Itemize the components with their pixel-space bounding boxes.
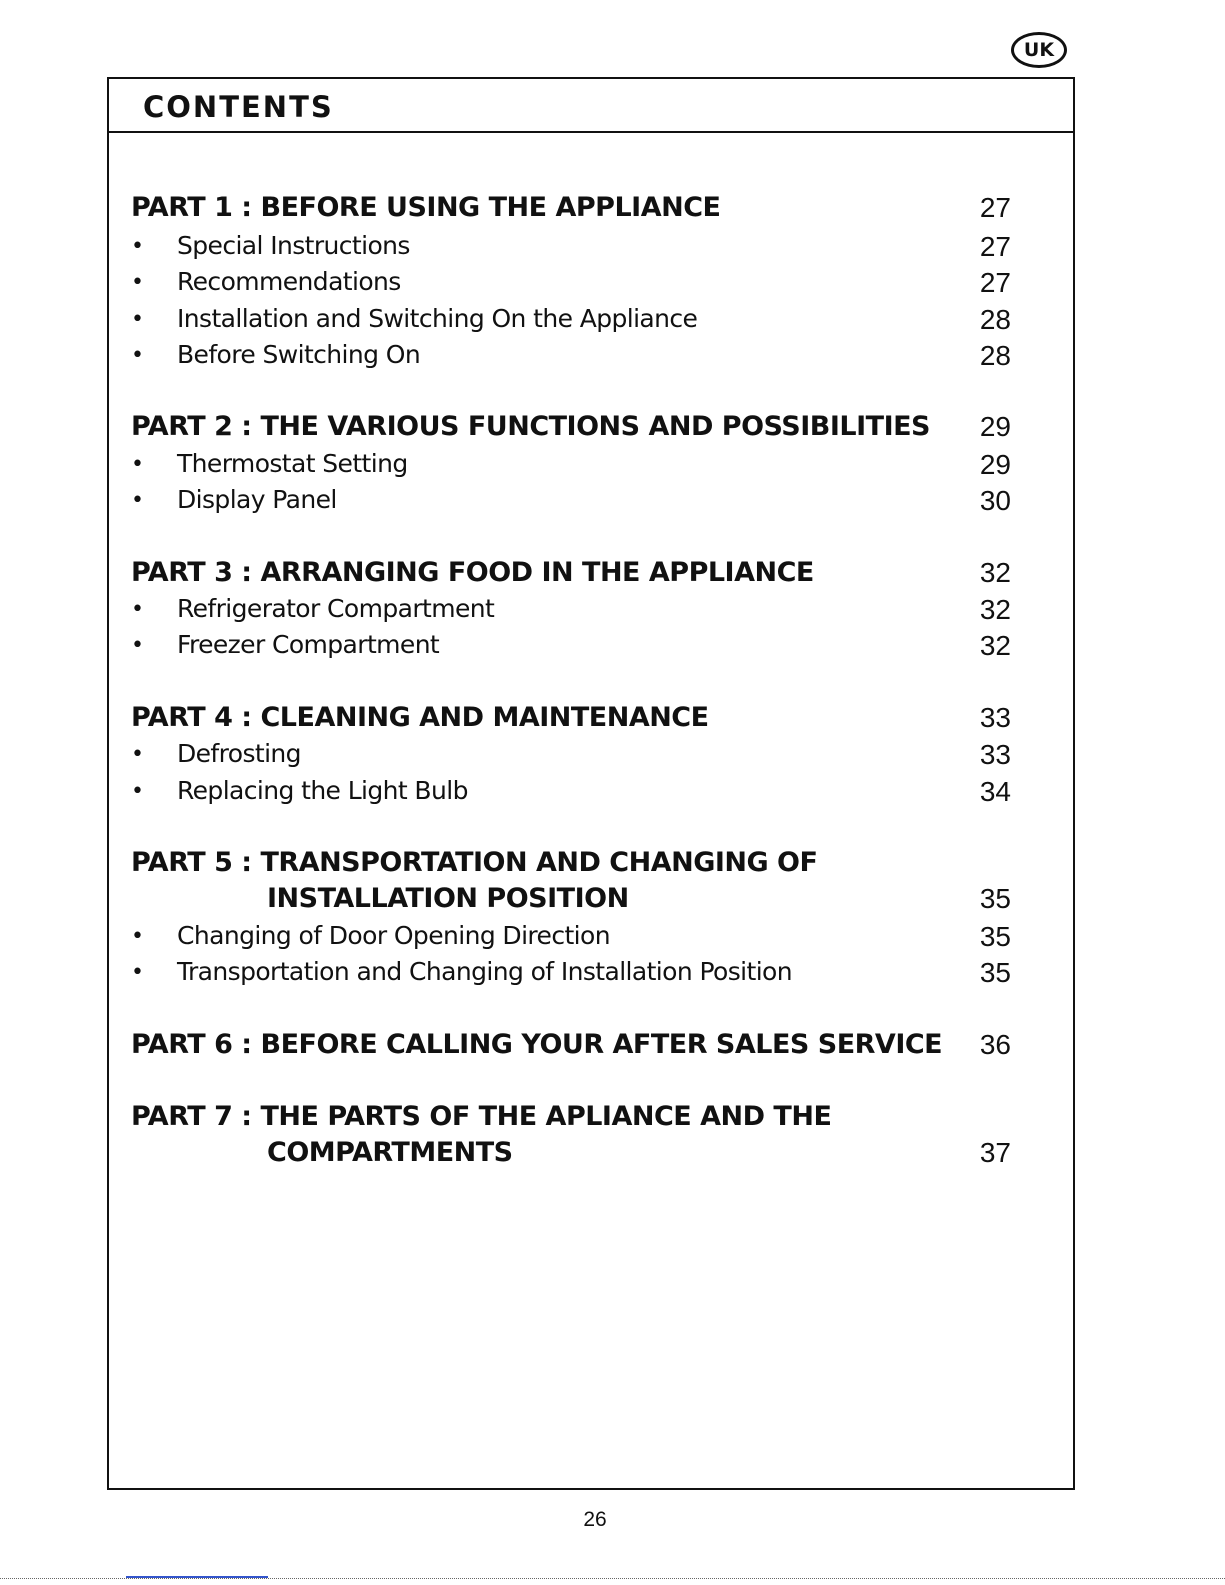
toc-item-label: Display Panel: [177, 485, 337, 514]
part-page-number: 32: [979, 557, 1011, 588]
toc-part-heading[interactable]: [109, 847, 1073, 887]
toc-item-page: 29: [979, 449, 1011, 480]
part-page-number: 35: [979, 883, 1011, 914]
toc-item-page: 27: [979, 267, 1011, 298]
bullet-icon: •: [131, 924, 144, 949]
footer-page-number: 26: [583, 1508, 607, 1531]
toc-item-label: Defrosting: [177, 739, 301, 768]
bullet-icon: •: [131, 270, 144, 295]
contents-frame: [107, 77, 1075, 1490]
part-page-number: 37: [979, 1137, 1011, 1168]
toc-part-heading[interactable]: [109, 1029, 1073, 1069]
toc-item[interactable]: [109, 594, 1073, 634]
toc-part-heading[interactable]: [109, 1101, 1073, 1141]
part-page-number: 29: [979, 411, 1011, 442]
bullet-icon: •: [131, 234, 144, 259]
part-heading-continued-label: INSTALLATION POSITION: [267, 883, 629, 914]
toc-item-page: 35: [979, 957, 1011, 988]
uk-language-badge: [1011, 32, 1067, 68]
toc-item-page: 30: [979, 485, 1011, 516]
toc-item-label: Special Instructions: [177, 231, 410, 260]
toc-item-label: Recommendations: [177, 267, 401, 296]
toc-item[interactable]: [109, 231, 1073, 271]
toc-item-page: 34: [979, 776, 1011, 807]
page-title: CONTENTS: [143, 90, 334, 124]
part-heading-label: PART 6 : BEFORE CALLING YOUR AFTER SALES SERVICE: [131, 1029, 943, 1060]
toc-item-page: 33: [979, 739, 1011, 770]
toc-item-label: Refrigerator Compartment: [177, 594, 495, 623]
bullet-icon: •: [131, 633, 144, 658]
part-page-number: 36: [979, 1029, 1011, 1060]
toc-item[interactable]: [109, 485, 1073, 525]
part-heading-label: PART 4 : CLEANING AND MAINTENANCE: [131, 702, 709, 733]
part-heading-label: PART 7 : THE PARTS OF THE APLIANCE AND THE: [131, 1101, 832, 1132]
bullet-icon: •: [131, 597, 144, 622]
bullet-icon: •: [131, 779, 144, 804]
toc-item[interactable]: [109, 739, 1073, 779]
toc-item-label: Installation and Switching On the Appliance: [177, 304, 698, 333]
toc-item[interactable]: [109, 449, 1073, 489]
bullet-icon: •: [131, 960, 144, 985]
toc-item-page: 35: [979, 921, 1011, 952]
bullet-icon: •: [131, 742, 144, 767]
toc-item-label: Replacing the Light Bulb: [177, 776, 468, 805]
bullet-icon: •: [131, 343, 144, 368]
toc-item-page: 27: [979, 231, 1011, 262]
toc-part-heading-continued[interactable]: [109, 1137, 1073, 1177]
toc-item-page: 32: [979, 630, 1011, 661]
bottom-divider: [0, 1578, 1225, 1579]
bullet-icon: •: [131, 488, 144, 513]
toc-part-heading[interactable]: [109, 702, 1073, 742]
part-page-number: 33: [979, 702, 1011, 733]
toc-item-page: 32: [979, 594, 1011, 625]
toc-item[interactable]: [109, 340, 1073, 380]
toc-item-label: Transportation and Changing of Installation Position: [177, 957, 792, 986]
toc-item[interactable]: [109, 957, 1073, 997]
bullet-icon: •: [131, 307, 144, 332]
toc-item-page: 28: [979, 340, 1011, 371]
part-heading-label: PART 2 : THE VARIOUS FUNCTIONS AND POSSIBILITIES: [131, 411, 930, 442]
toc-item-page: 28: [979, 304, 1011, 335]
part-heading-label: PART 3 : ARRANGING FOOD IN THE APPLIANCE: [131, 557, 814, 588]
part-heading-label: PART 1 : BEFORE USING THE APPLIANCE: [131, 192, 721, 223]
toc-part-heading-continued[interactable]: [109, 883, 1073, 923]
bottom-link-underline: [126, 1576, 268, 1578]
toc-part-heading[interactable]: [109, 557, 1073, 597]
toc-item[interactable]: [109, 776, 1073, 816]
toc-part-heading[interactable]: [109, 411, 1073, 451]
toc-part-heading[interactable]: [109, 192, 1073, 232]
toc-item-label: Changing of Door Opening Direction: [177, 921, 610, 950]
part-heading-label: PART 5 : TRANSPORTATION AND CHANGING OF: [131, 847, 818, 878]
toc-item-label: Before Switching On: [177, 340, 421, 369]
toc-item[interactable]: [109, 304, 1073, 344]
bullet-icon: •: [131, 452, 144, 477]
part-page-number: 27: [979, 192, 1011, 223]
toc-item-label: Thermostat Setting: [177, 449, 408, 478]
toc-item[interactable]: [109, 267, 1073, 307]
uk-badge-label: UK: [1023, 39, 1055, 61]
toc-item[interactable]: [109, 921, 1073, 961]
toc-item-label: Freezer Compartment: [177, 630, 440, 659]
part-heading-continued-label: COMPARTMENTS: [267, 1137, 513, 1168]
contents-header: [109, 79, 1073, 133]
toc-item[interactable]: [109, 630, 1073, 670]
